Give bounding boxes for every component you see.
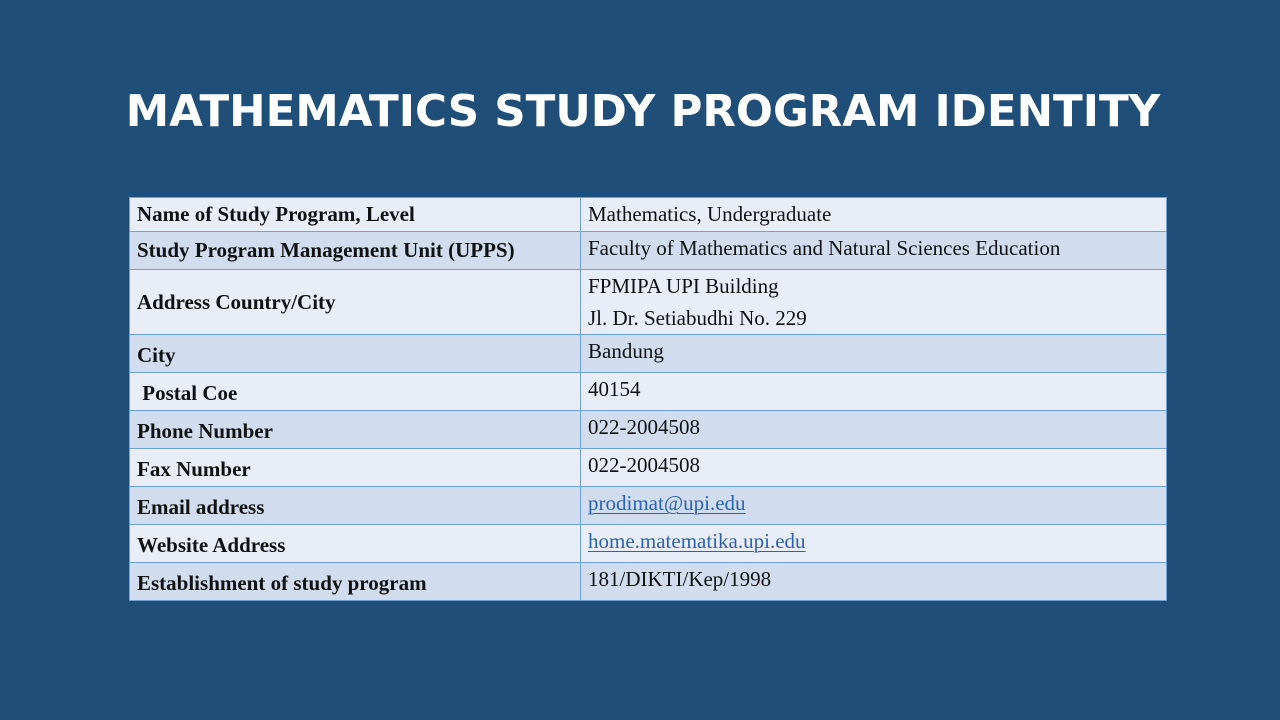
row-label: Fax Number — [130, 449, 581, 487]
website-link[interactable]: home.matematika.upi.edu — [588, 529, 806, 553]
row-label: Phone Number — [130, 411, 581, 449]
row-label: City — [130, 335, 581, 373]
row-label: Website Address — [130, 525, 581, 563]
row-value: Bandung — [581, 335, 1167, 373]
slide-title: MATHEMATICS STUDY PROGRAM IDENTITY — [125, 86, 1161, 137]
row-value: Mathematics, Undergraduate — [581, 198, 1167, 232]
row-value: 40154 — [581, 373, 1167, 411]
address-line: FPMIPA UPI Building — [588, 274, 779, 298]
row-value — [581, 487, 1167, 525]
table-row — [130, 563, 1167, 601]
row-label: Name of Study Program, Level — [130, 198, 581, 232]
table-row — [130, 198, 1167, 232]
row-label: Postal Coe — [130, 373, 581, 411]
study-program-identity-table — [129, 197, 1167, 601]
address-line: Jl. Dr. Setiabudhi No. 229 — [588, 306, 807, 330]
row-value: Faculty of Mathematics and Natural Sciences Education — [581, 232, 1167, 270]
row-label: Establishment of study program — [130, 563, 581, 601]
table-row — [130, 411, 1167, 449]
table-row — [130, 373, 1167, 411]
row-label: Email address — [130, 487, 581, 525]
row-value — [581, 270, 1167, 335]
row-value: 022-2004508 — [581, 411, 1167, 449]
table-row — [130, 232, 1167, 270]
row-value — [581, 525, 1167, 563]
row-label: Address Country/City — [130, 270, 581, 335]
row-label: Study Program Management Unit (UPPS) — [130, 232, 581, 270]
table-row — [130, 525, 1167, 563]
email-link[interactable]: prodimat@upi.edu — [588, 491, 746, 515]
row-value: 022-2004508 — [581, 449, 1167, 487]
row-value: 181/DIKTI/Kep/1998 — [581, 563, 1167, 601]
table-row — [130, 487, 1167, 525]
table-row — [130, 335, 1167, 373]
table-row — [130, 270, 1167, 335]
table-row — [130, 449, 1167, 487]
